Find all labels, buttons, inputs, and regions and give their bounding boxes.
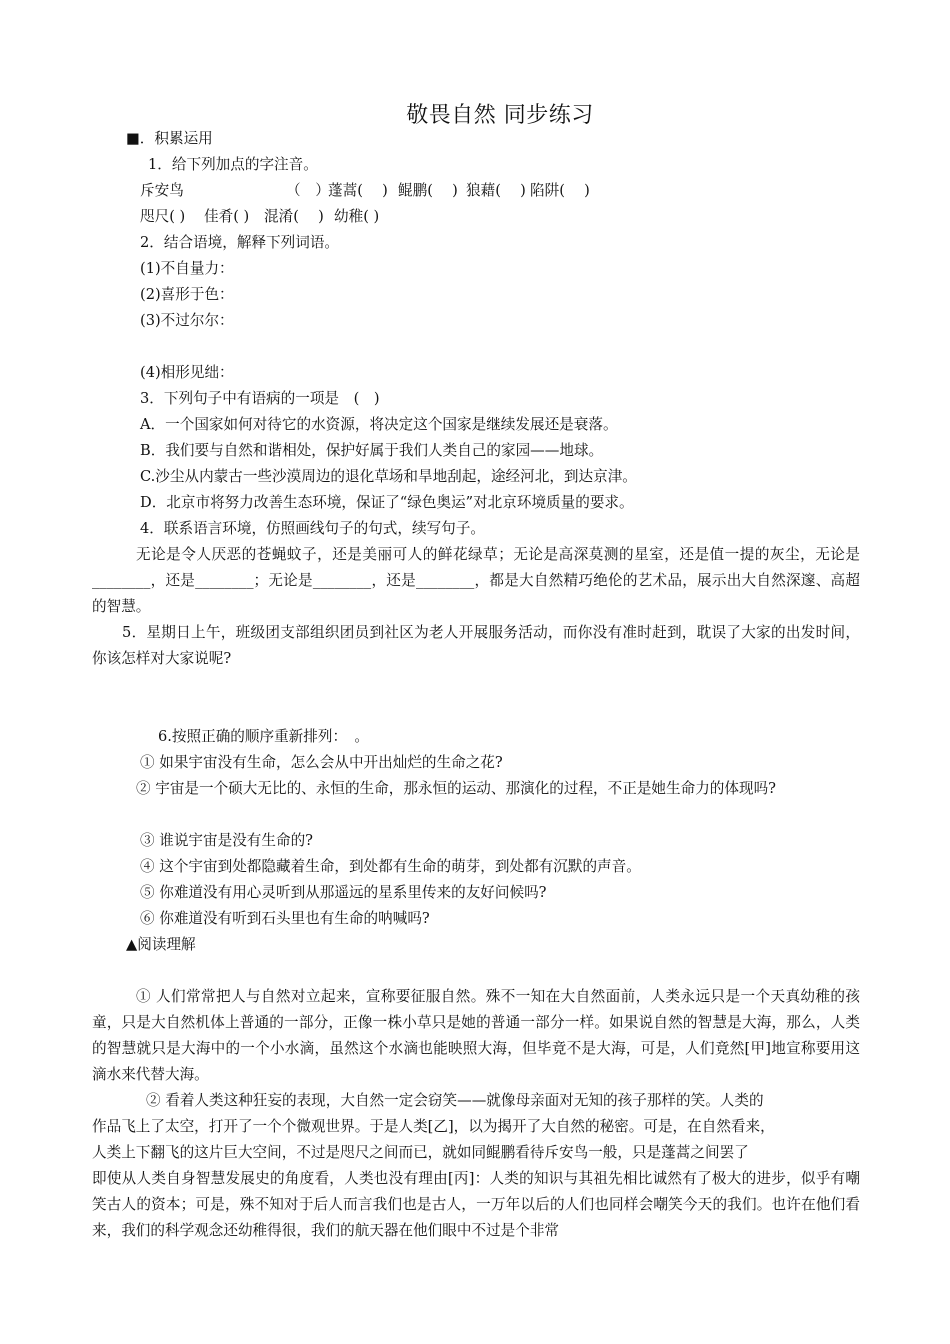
reading-paragraph-2-line-1: ② 看着人类这种狂妄的表现，大自然一定会窃笑——就像母亲面对无知的孩子那样的笑。人类的: [146, 1092, 764, 1109]
q6-item-4: ④ 这个宇宙到处都隐藏着生命，到处都有生命的萌芽，到处都有沉默的声音。: [140, 858, 641, 875]
page-title: 敬畏自然 同步练习: [406, 103, 594, 128]
section-heading-accumulation: ■．积累运用: [126, 130, 213, 147]
q1-row2-word-2: 佳肴( ): [204, 208, 250, 225]
q3-option-d: D．北京市将努力改善生态环境，保证了“绿色奥运”对北京环境质量的要求。: [140, 494, 634, 511]
q6-item-2: ② 宇宙是一个硕大无比的、永恒的生命，那永恒的运动、那演化的过程，不正是她生命力的体现吗?: [136, 780, 776, 797]
q1-row2-word-3: 混淆( ): [264, 208, 324, 225]
question-6-stem: 6.按照正确的顺序重新排列： 。: [158, 728, 369, 745]
q2-item-3: (3)不过尔尔：: [140, 312, 234, 329]
q1-word-3: 鲲鹏( ): [398, 182, 458, 199]
q6-item-6: ⑥ 你难道没有听到石头里也有生命的呐喊吗?: [140, 910, 430, 927]
q2-item-1: (1)不自量力：: [140, 260, 234, 277]
q2-item-4: (4)相形见绌：: [140, 364, 234, 381]
q6-item-3: ③ 谁说宇宙是没有生命的?: [140, 832, 313, 849]
reading-paragraph-2-line-3: 人类上下翻飞的这片巨大空间，不过是咫尺之间而已，就如同鲲鹏看待斥安鸟一般，只是蓬蒿之间罢了: [92, 1144, 749, 1161]
question-1-stem: 1．给下列加点的字注音。: [148, 156, 318, 173]
q1-word-2: 蓬蒿( ): [328, 182, 388, 199]
q6-item-1: ① 如果宇宙没有生命，怎么会从中开出灿烂的生命之花?: [140, 754, 503, 771]
q3-option-c: C.沙尘从内蒙古一些沙漠周边的退化草场和旱地刮起，途经河北，到达京津。: [140, 468, 637, 485]
question-3-stem: 3．下列句子中有语病的一项是 ( ): [140, 390, 380, 407]
q4-passage: 无论是令人厌恶的苍蝇蚊子，还是美丽可人的鲜花绿草；无论是高深莫测的星室，还是值一提的灰尘，无论是________，还是________；无论是________，还是________，都是大自然精巧绝伦的艺术品，展示出大自然深邃、高超的智慧。: [92, 546, 860, 615]
q2-item-2: (2)喜形于色：: [140, 286, 234, 303]
q1-blank-1: （ ）: [286, 182, 330, 199]
question-2-stem: 2．结合语境，解释下列词语。: [140, 234, 340, 251]
reading-paragraph-2-rest: 即使从人类自身智慧发展史的角度看，人类也没有理由[丙]：人类的知识与其祖先相比诚然有了极大的进步，似乎有嘲笑古人的资本；可是，殊不知对于后人而言我们也是古人，一万年以后的人们也同样会嘲笑今天的我们。也许在他们看来，我们的科学观念还幼稚得很，我们的航天器在他们眼中不过是个非常: [92, 1170, 860, 1239]
q1-row2-word-1: 咫尺( ): [140, 208, 186, 225]
q3-option-b: B．我们要与自然和谐相处，保护好属于我们人类自己的家园——地球。: [140, 442, 604, 459]
reading-paragraph-2-line-2: 作品飞上了太空，打开了一个个微观世界。于是人类[乙]，以为揭开了大自然的秘密。可是，在自然看来，: [92, 1118, 775, 1135]
q1-word-1: 斥安鸟: [140, 182, 184, 199]
reading-paragraph-1: ① 人们常常把人与自然对立起来，宣称要征服自然。殊不一知在大自然面前，人类永远只是一个天真幼稚的孩童，只是大自然机体上普通的一部分，正像一株小草只是她的普通一部分一样。如果说自然的智慧是大海，那么，人类的智慧就只是大海中的一个小水滴，虽然这个水滴也能映照大海，但毕竟不是大海，可是，人们竟然[甲]地宣称要用这滴水来代替大海。: [92, 988, 860, 1083]
question-4-stem: 4．联系语言环境，仿照画线句子的句式，续写句子。: [140, 520, 485, 537]
q6-item-5: ⑤ 你难道没有用心灵听到从那遥远的星系里传来的友好问候吗?: [140, 884, 547, 901]
q3-option-a: A．一个国家如何对待它的水资源，将决定这个国家是继续发展还是衰落。: [140, 416, 618, 433]
q1-word-5: 陷阱( ): [530, 182, 590, 199]
question-5: 5．星期日上午，班级团支部组织团员到社区为老人开展服务活动，而你没有准时赶到，耽误了大家的出发时间，你该怎样对大家说呢?: [92, 624, 860, 667]
section-heading-reading: ▲阅读理解: [126, 936, 196, 953]
q1-word-4: 狼藉( ): [466, 182, 526, 199]
q1-row2-word-4: 幼稚( ): [334, 208, 380, 225]
